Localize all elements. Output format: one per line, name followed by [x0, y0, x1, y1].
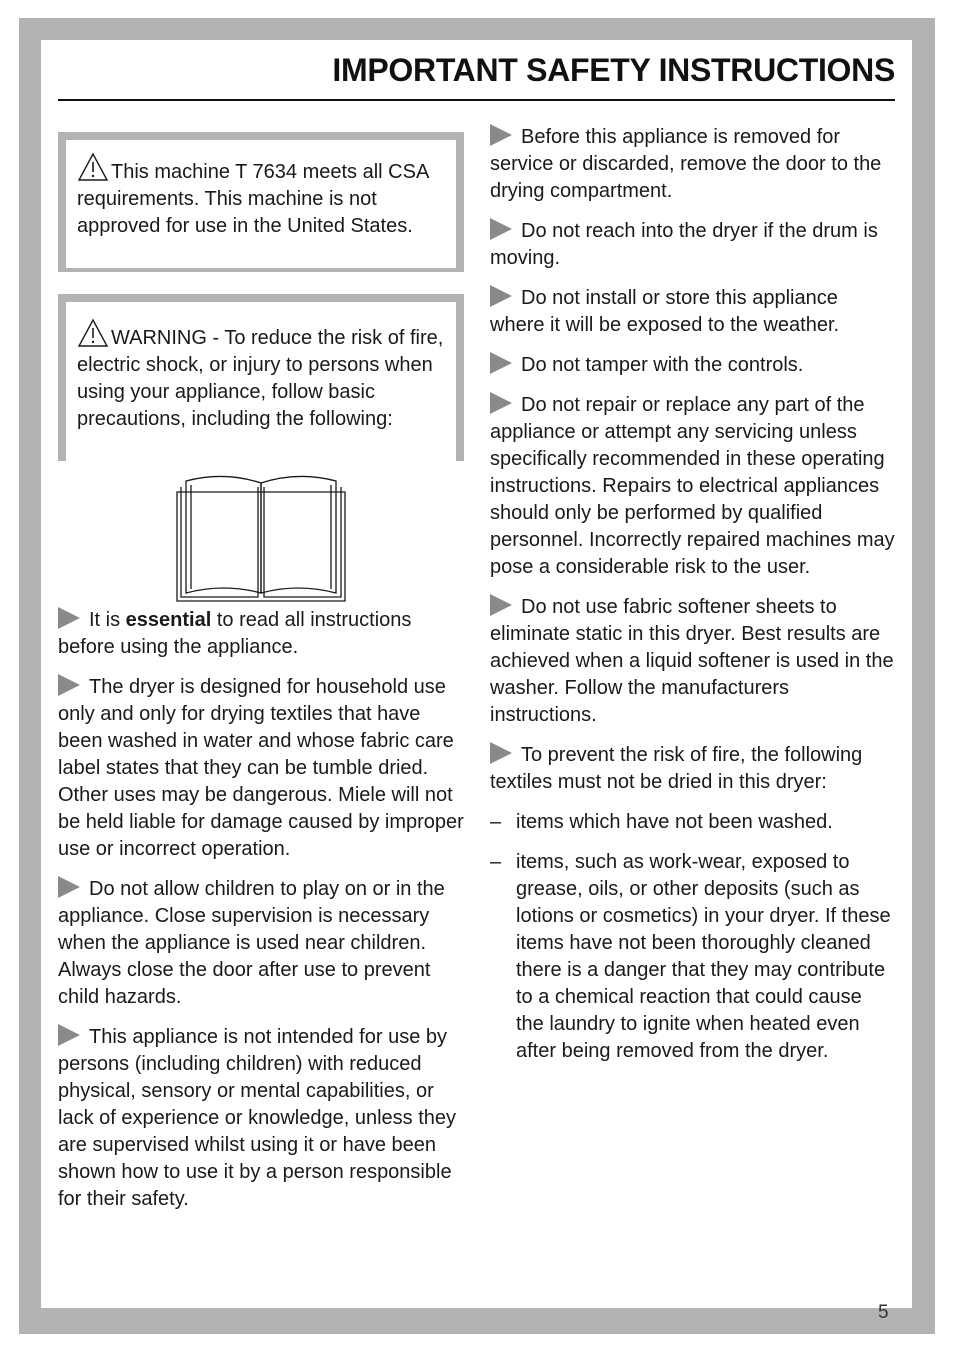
page-title: IMPORTANT SAFETY INSTRUCTIONS — [332, 52, 895, 88]
arrow-bullet-icon — [490, 352, 512, 374]
list-item: This appliance is not intended for use by persons (including children) with reduced physical, sensory or mental capabilities, or lack of experience or knowledge, unless they are supervised whilst using it or have been shown how to use it by a person responsible for their safety. — [58, 1026, 457, 1210]
page-number: 5 — [878, 1302, 889, 1323]
arrow-bullet-icon — [490, 218, 512, 240]
csa-notice-box — [58, 132, 464, 272]
arrow-bullet-icon — [490, 392, 512, 414]
arrow-bullet-icon — [490, 124, 512, 146]
dash-marker: – — [490, 811, 502, 833]
list-item: It is essential to read all instructions before using the appliance. — [58, 609, 412, 658]
dash-list-item: – items, such as work-wear, exposed to grease, oils, or other deposits (such as lotions or cosmetics) in your dryer. If these items have not been thoroughly cleaned there is a danger that they may contribute to a chemical reaction that could cause the laundry to ignite when heated even after being removed from the dryer. — [490, 851, 891, 1062]
list-item: Do not use fabric softener sheets to eliminate static in this dryer. Best results are achieved when a liquid softener is used in the washer. Follow the manufacturers instructions. — [490, 596, 894, 726]
warning-notice-text: WARNING - To reduce the risk of fire, electric shock, or injury to persons when using your appliance, follow basic precautions, including the following: — [77, 327, 444, 430]
list-item: Do not install or store this appliance where it will be exposed to the weather. — [490, 287, 840, 336]
arrow-bullet-icon — [58, 876, 80, 898]
arrow-bullet-icon — [58, 1024, 80, 1046]
manual-illustration — [58, 473, 464, 607]
arrow-bullet-icon — [490, 742, 512, 764]
arrow-bullet-icon — [58, 607, 80, 629]
list-item: Do not reach into the dryer if the drum is moving. — [490, 220, 878, 269]
list-item: The dryer is designed for household use only and only for drying textiles that have been washed in water and whose fabric care label states that they can be tumble dried. Other uses may be dangerous. Miele will not be held liable for damage caused by improper use or incorrect operation. — [58, 676, 464, 860]
csa-notice-text: This machine T 7634 meets all CSA requirements. This machine is not approved for use in the United States. — [77, 161, 429, 237]
list-item: To prevent the risk of fire, the following textiles must not be dried in this dryer: — [490, 744, 863, 793]
list-item: Do not tamper with the controls. — [490, 352, 895, 379]
warning-triangle-icon — [77, 152, 109, 182]
warning-notice-box — [58, 294, 464, 461]
right-column — [490, 124, 895, 1078]
list-item: Do not allow children to play on or in the appliance. Close supervision is necessary when the appliance is used near children. Always close the door after use to prevent child hazards. — [58, 878, 445, 1008]
dash-marker: – — [490, 851, 502, 873]
open-book-icon — [174, 473, 348, 607]
list-item: Before this appliance is removed for service or discarded, remove the door to the drying compartment. — [490, 126, 882, 202]
title-divider — [58, 99, 895, 101]
left-column — [58, 132, 464, 1226]
warning-triangle-icon — [77, 318, 109, 348]
arrow-bullet-icon — [58, 674, 80, 696]
dash-list-item: – items which have not been washed. — [490, 809, 895, 836]
arrow-bullet-icon — [490, 285, 512, 307]
arrow-bullet-icon — [490, 594, 512, 616]
list-item: Do not repair or replace any part of the appliance or attempt any servicing unless specifically recommended in these operating instructions. Repairs to electrical appliances should only be performed by qualified personnel. Incorrectly repaired machines may pose a considerable risk to the user. — [490, 394, 895, 578]
